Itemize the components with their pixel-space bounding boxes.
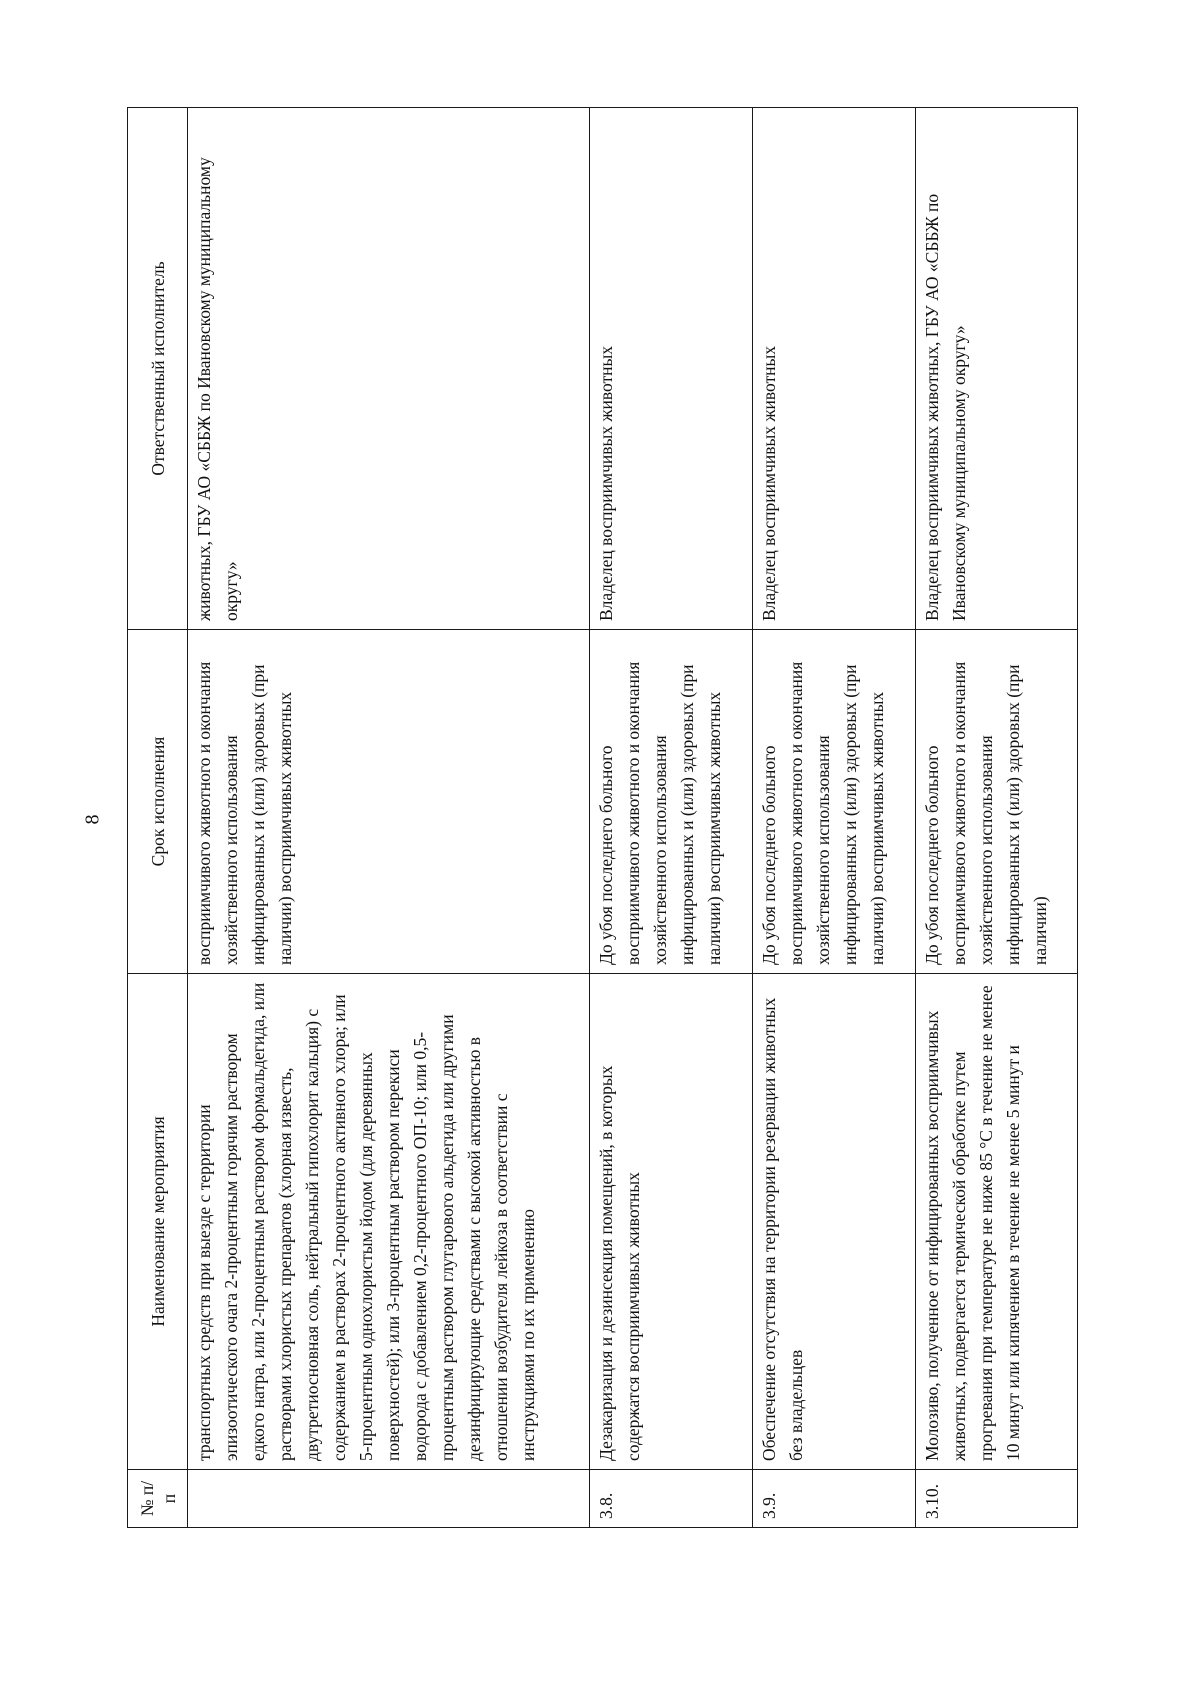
cell-resp: Владелец восприимчивых животных, ГБУ АО «СББЖ по Ивановскому муниципальному округу» bbox=[916, 108, 1078, 630]
header-resp: Ответственный исполнитель bbox=[128, 108, 188, 630]
cell-name: Дезакаризация и дезинсекция помещений, в которых содержатся восприимчивых животных bbox=[590, 974, 753, 1470]
cell-term: восприимчивого животного и окончания хозяйственного использования инфицированных и (или) здоровых (при наличии) восприимчивых животных bbox=[188, 630, 590, 974]
cell-num: 3.8. bbox=[590, 1470, 753, 1528]
cell-resp: Владелец восприимчивых животных bbox=[590, 108, 753, 630]
cell-resp: животных, ГБУ АО «СББЖ по Ивановскому муниципальному округу» bbox=[188, 108, 590, 630]
cell-name: Обеспечение отсутствия на территории резервации животных без владельцев bbox=[753, 974, 916, 1470]
cell-term: До убоя последнего больного восприимчивого животного и окончания хозяйственного использования инфицированных и (или) здоровых (при наличии) восприимчивых животных bbox=[590, 630, 753, 974]
measures-table bbox=[127, 107, 1078, 1528]
header-num: № п/п bbox=[128, 1470, 188, 1528]
cell-name: Молозиво, полученное от инфицированных восприимчивых животных, подвергается термической обработке путем прогревания при температуре не ниже 85 °С в течение не менее 10 минут или кипячением в течение не менее 5 минут и bbox=[916, 974, 1078, 1470]
cell-num bbox=[188, 1470, 590, 1528]
table-row bbox=[916, 108, 1078, 1528]
cell-num: 3.10. bbox=[916, 1470, 1078, 1528]
page-number: 8 bbox=[81, 814, 104, 825]
cell-num: 3.9. bbox=[753, 1470, 916, 1528]
header-name: Наименование мероприятия bbox=[128, 974, 188, 1470]
table-row bbox=[753, 108, 916, 1528]
table-header-row bbox=[128, 108, 188, 1528]
cell-term: До убоя последнего больного восприимчивого животного и окончания хозяйственного использования инфицированных и (или) здоровых (при наличии) восприимчивых животных bbox=[753, 630, 916, 974]
table-row bbox=[590, 108, 753, 1528]
rotated-page-content bbox=[127, 108, 1077, 1528]
cell-term: До убоя последнего больного восприимчивого животного и окончания хозяйственного использования инфицированных и (или) здоровых (при наличии) bbox=[916, 630, 1078, 974]
cell-resp: Владелец восприимчивых животных bbox=[753, 108, 916, 630]
table-row bbox=[188, 108, 590, 1528]
cell-name: транспортных средств при выезде с территории эпизоотического очага 2-процентным горячим раствором едкого натра, или 2-процентным раствором формальдегида, или растворами хлористых препаратов (хлорная известь, двутретиосновная соль, нейтральный гипохлорит кальция) с содержанием в растворах 2-процентного активного хлора; или 5-процентным однохлористым йодом (для деревянных поверхностей); или 3-процентным раствором перекиси водорода с добавлением 0,2-процентного ОП-10; или 0,5-процентным раствором глутарового альдегида или другими дезинфицирующие средствами с высокой активностью в отношении возбудителя лейкоза в соответствии с инструкциями по их применению bbox=[188, 974, 590, 1470]
header-term: Срок исполнения bbox=[128, 630, 188, 974]
